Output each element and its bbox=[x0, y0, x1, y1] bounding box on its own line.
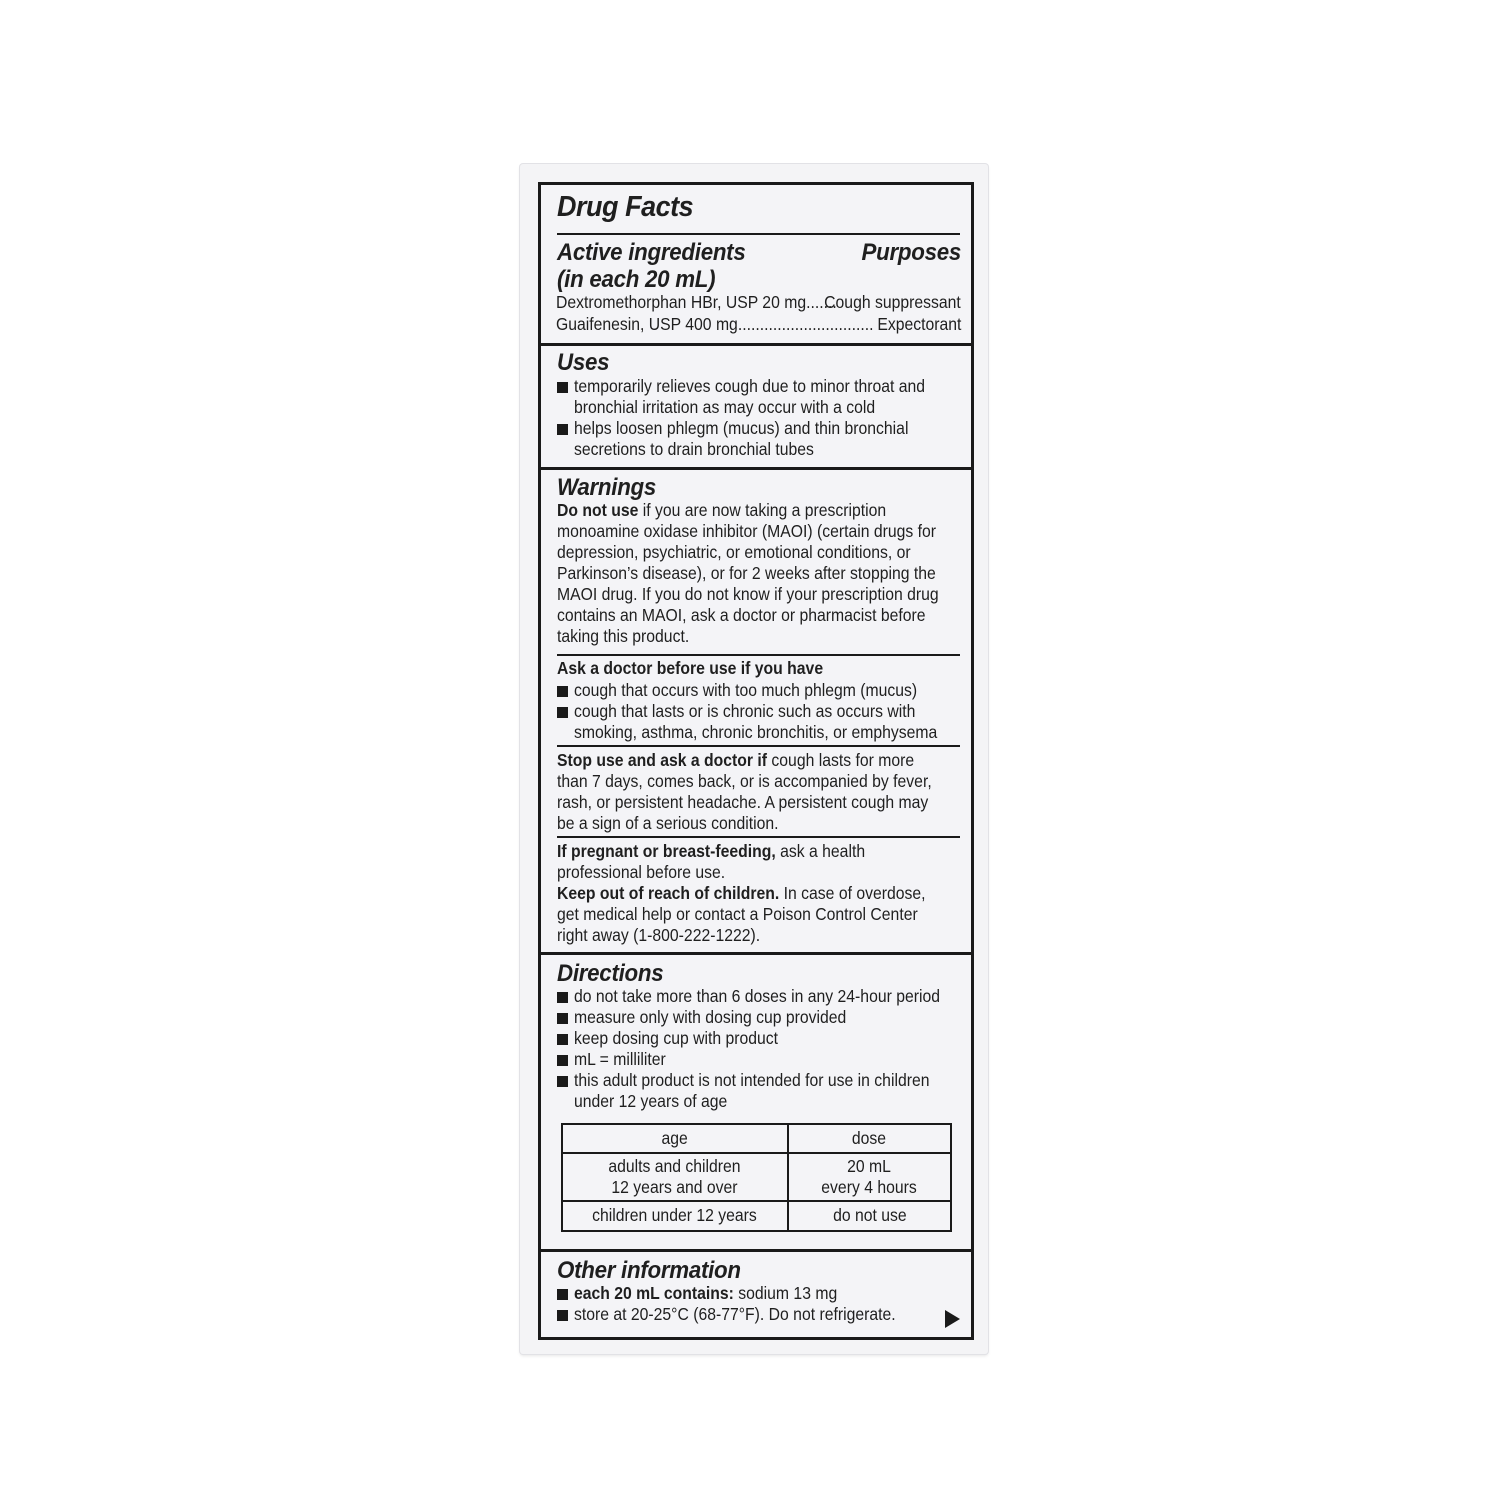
section-divider bbox=[541, 952, 971, 955]
subsection-divider bbox=[557, 836, 960, 838]
do-not-use-text: contains an MAOI, ask a doctor or pharmacist before bbox=[557, 605, 926, 625]
bullet-icon bbox=[557, 707, 568, 718]
do-not-use-text: Do not use if you are now taking a prescription bbox=[557, 500, 887, 520]
other-info-item: each 20 mL contains: sodium 13 mg bbox=[574, 1283, 838, 1303]
pregnant-text: If pregnant or breast-feeding, ask a health bbox=[557, 841, 866, 861]
page-title: Drug Facts bbox=[557, 191, 694, 223]
stop-use-text: be a sign of a serious condition. bbox=[557, 813, 779, 833]
uses-heading: Uses bbox=[557, 349, 610, 376]
directions-item: this adult product is not intended for use in children bbox=[574, 1070, 930, 1090]
ask-doctor-item-cont: smoking, asthma, chronic bronchitis, or emphysema bbox=[574, 722, 938, 742]
stop-use-text: rash, or persistent headache. A persistent cough may bbox=[557, 792, 929, 812]
directions-item: do not take more than 6 doses in any 24-hour period bbox=[574, 986, 940, 1006]
bullet-icon bbox=[557, 1289, 568, 1300]
ingredient-row: Dextromethorphan HBr, USP 20 mg....... bbox=[556, 292, 837, 312]
ingredient-purpose: Expectorant bbox=[876, 314, 961, 334]
table-cell-dose: do not use bbox=[788, 1201, 951, 1231]
table-cell-dose: 20 mL every 4 hours bbox=[788, 1153, 951, 1201]
other-info-heading: Other information bbox=[557, 1257, 741, 1284]
table-header-dose: dose bbox=[788, 1124, 951, 1153]
table-cell-age: adults and children 12 years and over bbox=[562, 1153, 788, 1201]
directions-item: measure only with dosing cup provided bbox=[574, 1007, 847, 1027]
dosage-table bbox=[561, 1123, 952, 1232]
ask-doctor-item: cough that occurs with too much phlegm (mucus) bbox=[574, 680, 918, 700]
directions-heading: Directions bbox=[557, 960, 664, 987]
uses-item: temporarily relieves cough due to minor throat and bbox=[574, 376, 926, 396]
ask-doctor-item: cough that lasts or is chronic such as occurs with bbox=[574, 701, 916, 721]
bullet-icon bbox=[557, 1076, 568, 1087]
bullet-icon bbox=[557, 424, 568, 435]
drug-facts-panel bbox=[538, 182, 974, 1340]
do-not-use-text: Parkinson’s disease), or for 2 weeks after stopping the bbox=[557, 563, 936, 583]
section-divider bbox=[541, 343, 971, 346]
ingredient-row: Guaifenesin, USP 400 mg............................... bbox=[556, 314, 874, 334]
uses-item-cont: secretions to drain bronchial tubes bbox=[574, 439, 814, 459]
uses-item: helps loosen phlegm (mucus) and thin bronchial bbox=[574, 418, 909, 438]
bullet-icon bbox=[557, 1310, 568, 1321]
stop-use-text: Stop use and ask a doctor if cough lasts for more bbox=[557, 750, 915, 770]
play-triangle-icon bbox=[945, 1310, 960, 1328]
do-not-use-text: depression, psychiatric, or emotional conditions, or bbox=[557, 542, 911, 562]
subsection-divider bbox=[557, 654, 960, 656]
keep-out-text: right away (1-800-222-1222). bbox=[557, 925, 761, 945]
do-not-use-text: taking this product. bbox=[557, 626, 690, 646]
bullet-icon bbox=[557, 1055, 568, 1066]
directions-item: keep dosing cup with product bbox=[574, 1028, 779, 1048]
table-header-row bbox=[562, 1124, 951, 1153]
purposes-heading: Purposes bbox=[861, 239, 961, 266]
directions-item-cont: under 12 years of age bbox=[574, 1091, 728, 1111]
subsection-divider bbox=[557, 745, 960, 747]
table-row bbox=[562, 1153, 951, 1201]
ingredient-purpose: Cough suppressant bbox=[824, 292, 961, 312]
section-divider bbox=[541, 1249, 971, 1252]
active-ingredients-heading: Active ingredients bbox=[557, 239, 746, 266]
active-ingredients-subheading: (in each 20 mL) bbox=[557, 266, 716, 293]
warnings-heading: Warnings bbox=[557, 474, 657, 501]
table-header-age: age bbox=[562, 1124, 788, 1153]
pregnant-text: professional before use. bbox=[557, 862, 726, 882]
table-cell-age: children under 12 years bbox=[562, 1201, 788, 1231]
bullet-icon bbox=[557, 686, 568, 697]
do-not-use-text: monoamine oxidase inhibitor (MAOI) (certain drugs for bbox=[557, 521, 937, 541]
do-not-use-text: MAOI drug. If you do not know if your prescription drug bbox=[557, 584, 939, 604]
uses-item-cont: bronchial irritation as may occur with a cold bbox=[574, 397, 876, 417]
stop-use-text: than 7 days, comes back, or is accompanied by fever, bbox=[557, 771, 932, 791]
directions-item: mL = milliliter bbox=[574, 1049, 666, 1069]
bullet-icon bbox=[557, 1034, 568, 1045]
keep-out-text: get medical help or contact a Poison Control Center bbox=[557, 904, 918, 924]
section-divider bbox=[541, 467, 971, 470]
title-divider bbox=[557, 233, 960, 235]
bullet-icon bbox=[557, 992, 568, 1003]
keep-out-text: Keep out of reach of children. In case of overdose, bbox=[557, 883, 926, 903]
table-row bbox=[562, 1201, 951, 1231]
other-info-item: store at 20-25°C (68-77°F). Do not refrigerate. bbox=[574, 1304, 896, 1324]
bullet-icon bbox=[557, 382, 568, 393]
bullet-icon bbox=[557, 1013, 568, 1024]
ask-doctor-heading: Ask a doctor before use if you have bbox=[557, 658, 824, 678]
